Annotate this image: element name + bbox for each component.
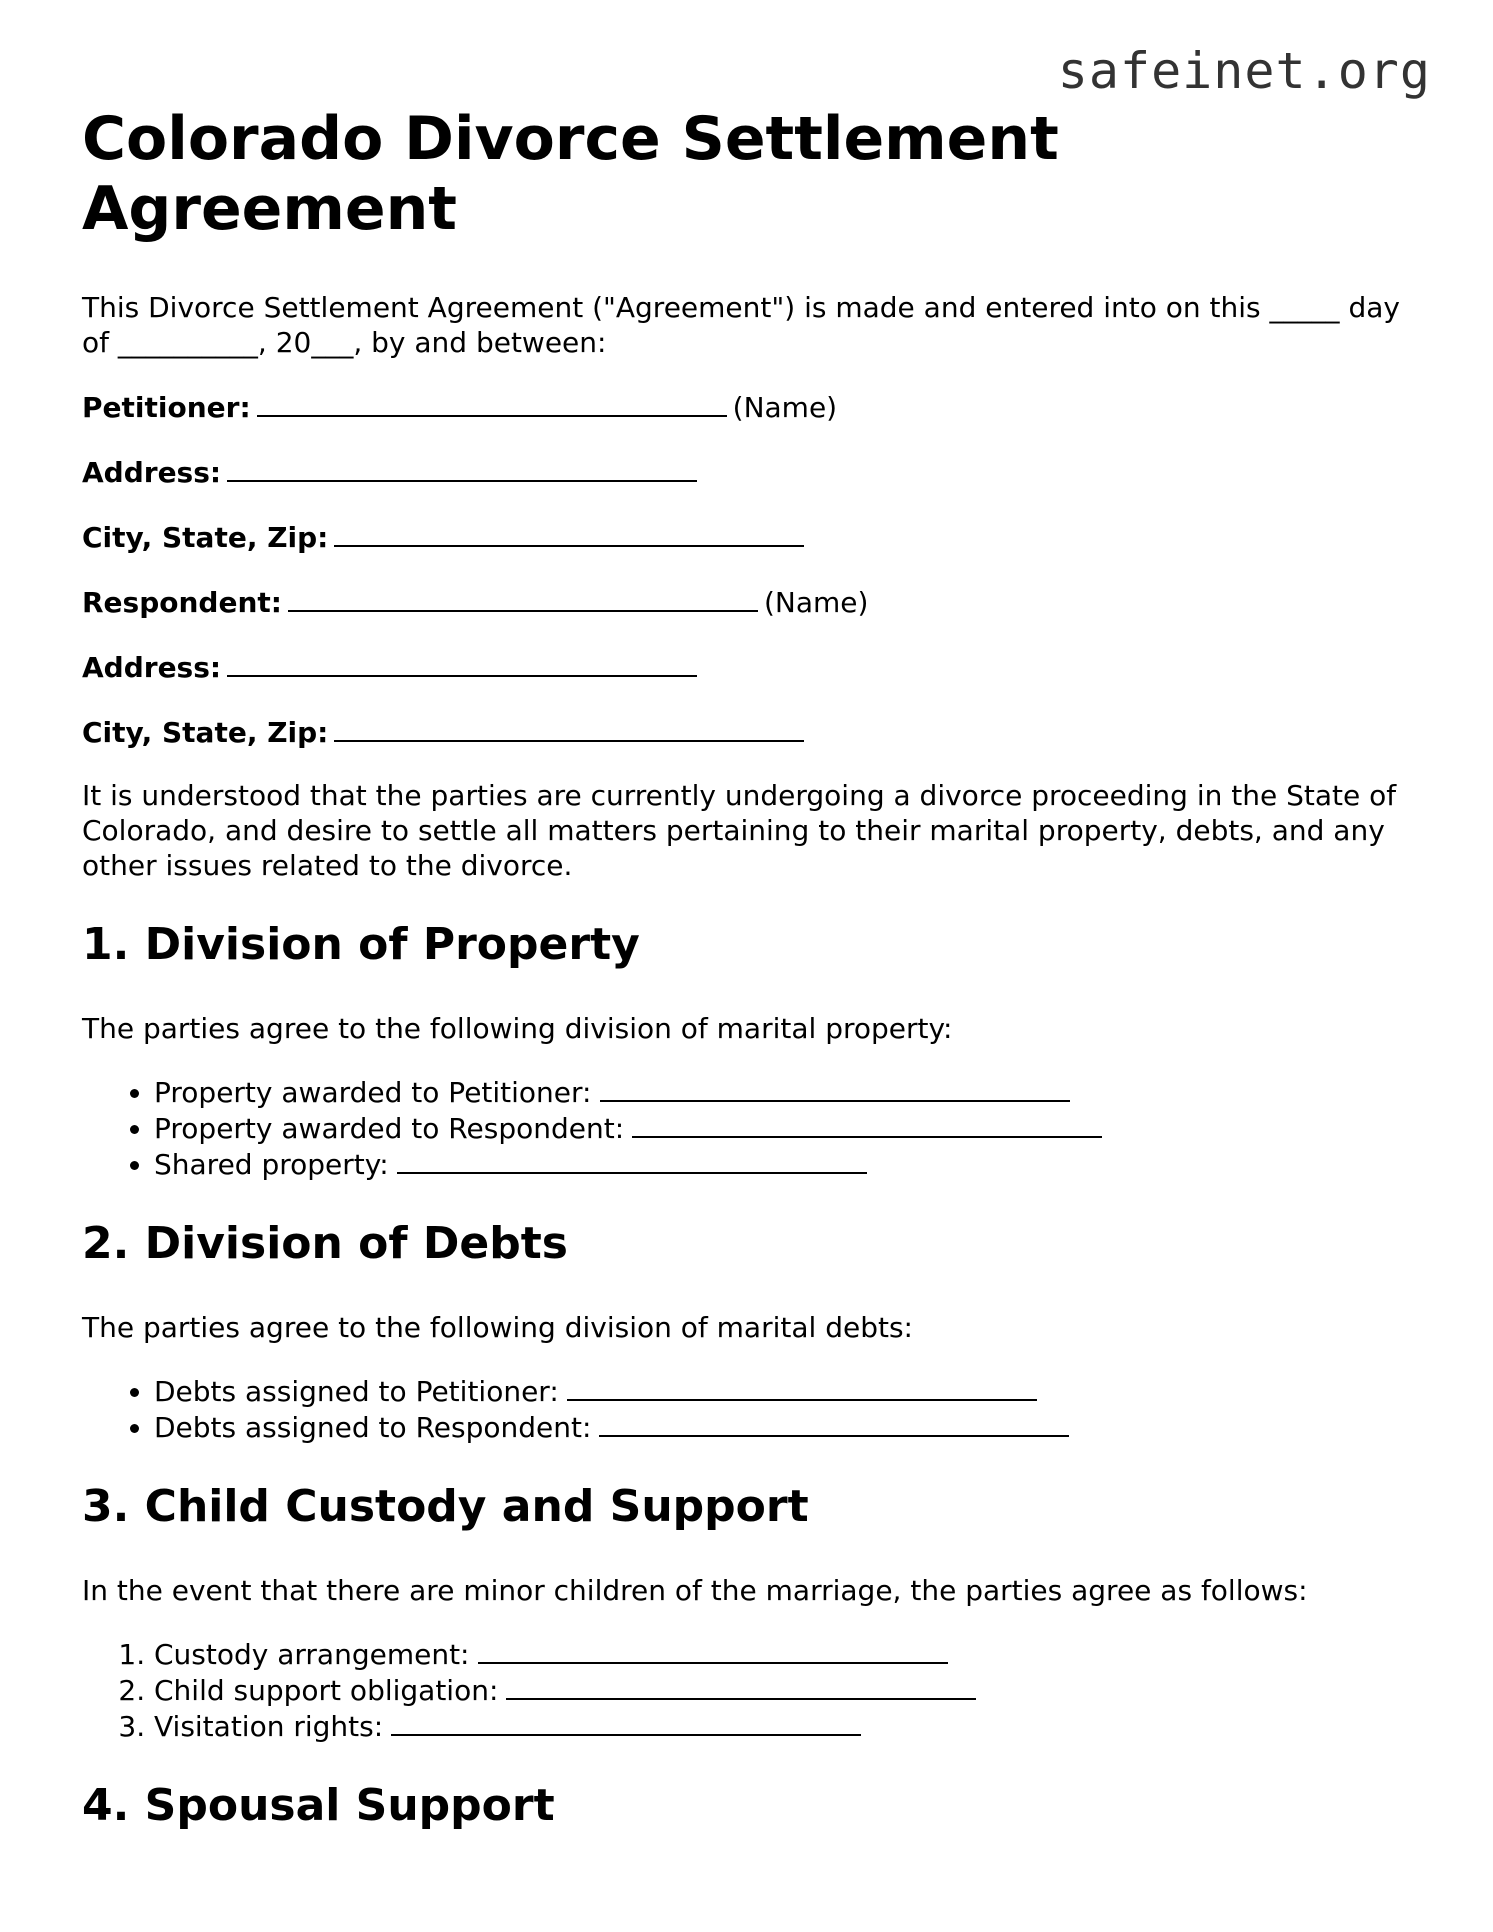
list-item-label: Child support obligation:: [154, 1674, 499, 1707]
section-heading-property: 1. Division of Property: [82, 919, 640, 970]
petitioner-address-field: [82, 454, 1422, 490]
petitioner-city-blank[interactable]: [334, 519, 804, 547]
list-item: [154, 1708, 1422, 1744]
visitation-blank[interactable]: [391, 1708, 861, 1736]
list-item: [154, 1409, 1422, 1445]
section-heading-debts: 2. Division of Debts: [82, 1218, 568, 1269]
property-shared-blank[interactable]: [397, 1146, 867, 1174]
section-lead-property: The parties agree to the following division of marital property:: [82, 1012, 953, 1045]
list-item-label: Property awarded to Petitioner:: [154, 1076, 592, 1109]
list-item-label: Shared property:: [154, 1148, 389, 1181]
respondent-address-blank[interactable]: [227, 649, 697, 677]
field-label: City, State, Zip:: [82, 716, 329, 749]
section-lead-debts: The parties agree to the following division of marital debts:: [82, 1311, 913, 1344]
child-support-blank[interactable]: [506, 1672, 976, 1700]
custody-list: [82, 1636, 1422, 1744]
field-suffix: (Name): [763, 586, 869, 619]
document-page: [82, 104, 1422, 1832]
debts-list: [82, 1373, 1422, 1445]
intro-paragraph: This Divorce Settlement Agreement ("Agreement") is made and entered into on this _____ day of __________, 20___, by and between:: [82, 291, 1400, 359]
section-lead-custody: In the event that there are minor children of the marriage, the parties agree as follows:: [82, 1574, 1308, 1607]
field-label: Address:: [82, 651, 222, 684]
list-item-label: Visitation rights:: [154, 1710, 384, 1743]
understanding-paragraph: It is understood that the parties are currently undergoing a divorce proceeding in the State of Colorado, and desire to settle all matters pertaining to their marital property, debts, and any other issues related to the divorce.: [82, 779, 1397, 882]
field-label: Address:: [82, 456, 222, 489]
petitioner-name-field: [82, 389, 1422, 425]
field-label: City, State, Zip:: [82, 521, 329, 554]
property-respondent-blank[interactable]: [632, 1110, 1102, 1138]
petitioner-city-field: [82, 519, 1422, 555]
respondent-city-field: [82, 714, 1422, 750]
respondent-address-field: [82, 649, 1422, 685]
field-suffix: (Name): [732, 391, 838, 424]
list-item: [154, 1074, 1422, 1110]
field-label: Respondent:: [82, 586, 282, 619]
watermark-text: safeinet.org: [1057, 42, 1431, 100]
list-item: [154, 1110, 1422, 1146]
property-petitioner-blank[interactable]: [600, 1074, 1070, 1102]
list-item-label: Property awarded to Respondent:: [154, 1112, 625, 1145]
respondent-name-blank[interactable]: [288, 584, 758, 612]
list-item-label: Debts assigned to Petitioner:: [154, 1375, 559, 1408]
field-label: Petitioner:: [82, 391, 251, 424]
document-title: Colorado Divorce Settlement Agreement: [82, 104, 1059, 244]
list-item-label: Custody arrangement:: [154, 1638, 470, 1671]
list-item: [154, 1636, 1422, 1672]
debts-respondent-blank[interactable]: [599, 1409, 1069, 1437]
petitioner-address-blank[interactable]: [227, 454, 697, 482]
petitioner-name-blank[interactable]: [257, 389, 727, 417]
list-item: [154, 1146, 1422, 1182]
property-list: [82, 1074, 1422, 1182]
respondent-name-field: [82, 584, 1422, 620]
respondent-city-blank[interactable]: [334, 714, 804, 742]
list-item-label: Debts assigned to Respondent:: [154, 1411, 592, 1444]
custody-arrangement-blank[interactable]: [478, 1636, 948, 1664]
section-heading-spousal: 4. Spousal Support: [82, 1780, 555, 1831]
list-item: [154, 1672, 1422, 1708]
list-item: [154, 1373, 1422, 1409]
debts-petitioner-blank[interactable]: [567, 1373, 1037, 1401]
section-heading-custody: 3. Child Custody and Support: [82, 1481, 809, 1532]
